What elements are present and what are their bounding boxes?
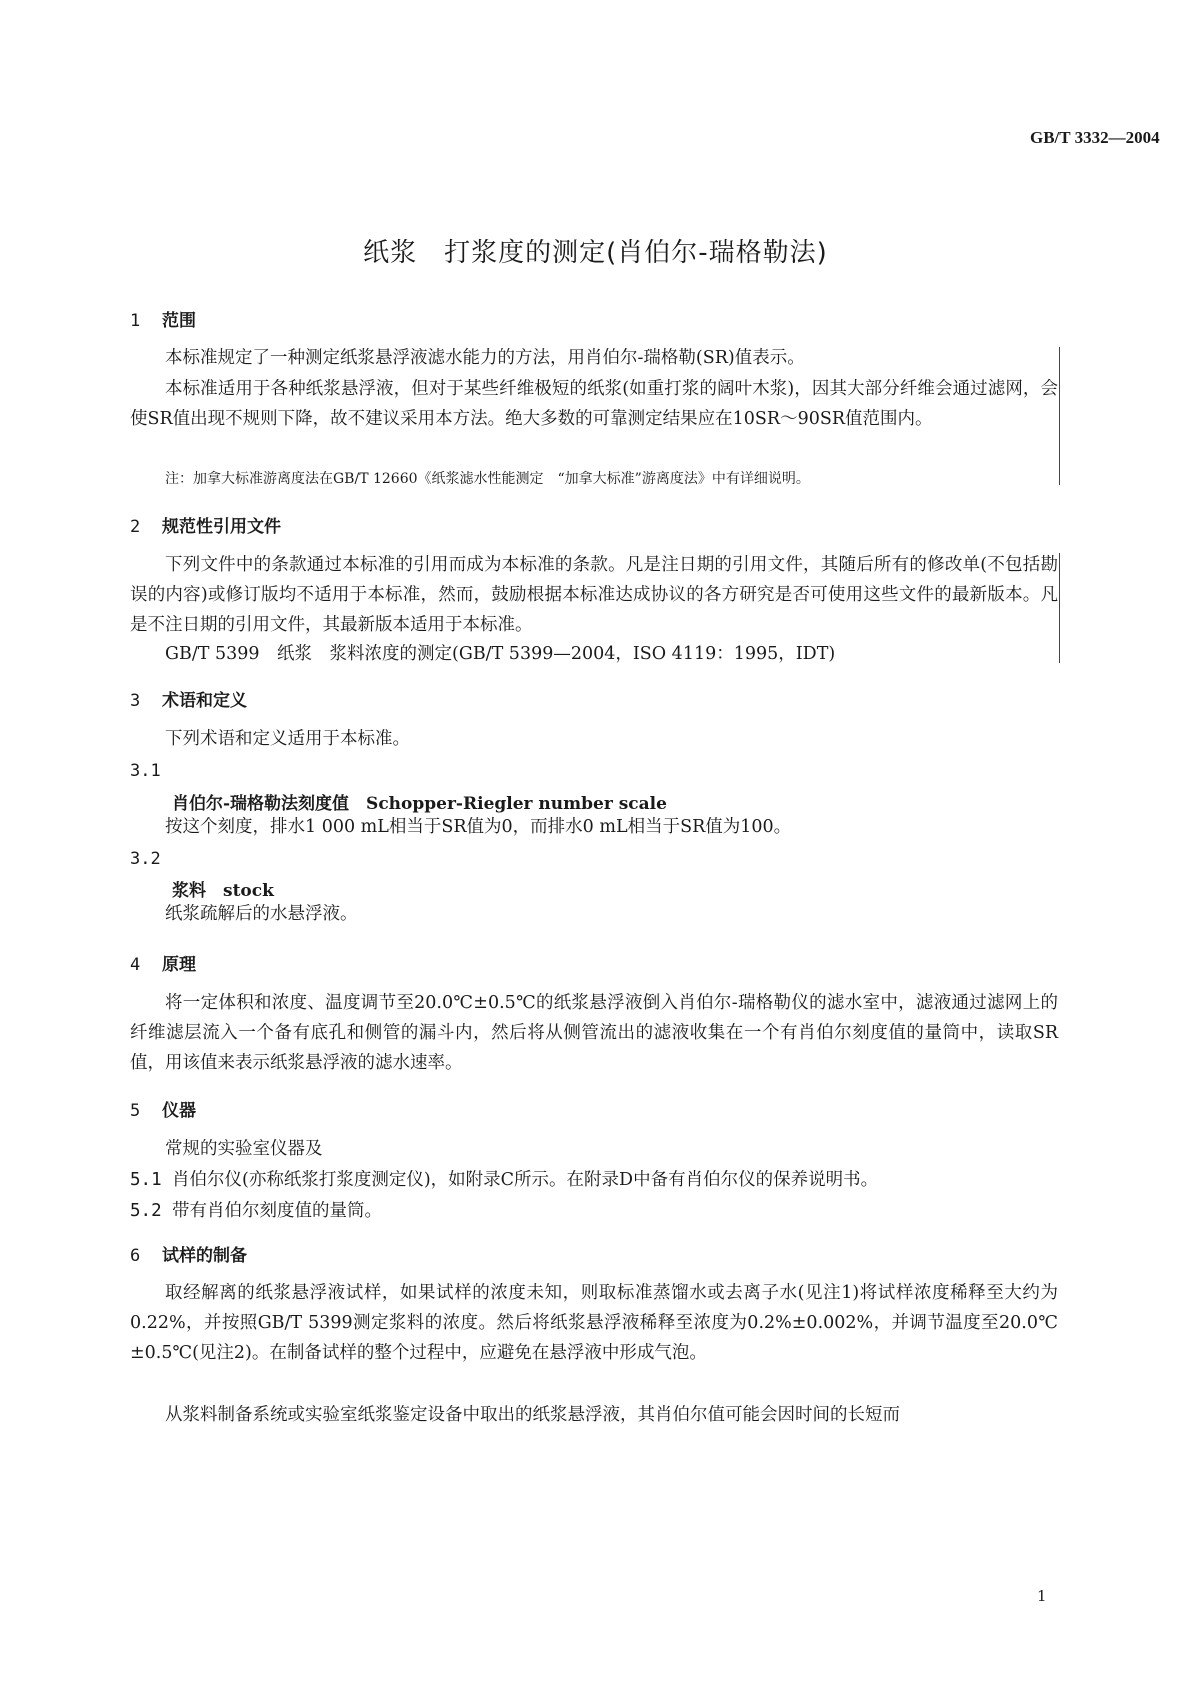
section-4-paragraph-1: 将一定体积和浓度、温度调节至20.0℃±0.5℃的纸浆悬浮液倒入肖伯尔-瑞格勒仪的滤水室中，滤液通过滤网上的纤维滤层流入一个备有底孔和侧管的漏斗内，然后将从侧管流出的滤液收集在一个有肖伯尔刻度值的量筒中，读取SR值，用该值来表示纸浆悬浮液的滤水速率。 <box>130 993 1058 1073</box>
section-title: 范围 <box>162 311 196 331</box>
section-number: 6 <box>130 1246 141 1266</box>
section-3-heading <box>130 686 247 711</box>
section-number: 2 <box>130 517 141 537</box>
section-number: 1 <box>130 311 141 331</box>
document-title: 纸浆 打浆度的测定(肖伯尔-瑞格勒法) <box>363 238 828 268</box>
section-2-heading <box>130 512 281 537</box>
section-1-heading <box>130 306 196 331</box>
section-1-paragraph-1: 本标准规定了一种测定纸浆悬浮液滤水能力的方法，用肖伯尔-瑞格勒(SR)值表示。 <box>165 348 805 368</box>
normative-reference: GB/T 5399 纸浆 浆料浓度的测定(GB/T 5399—2004，ISO 4119：1995，IDT) <box>165 644 836 664</box>
page-number: 1 <box>1037 1587 1047 1605</box>
item-number: 5.2 <box>130 1201 162 1221</box>
term-3-2-definition: 纸浆疏解后的水悬浮液。 <box>165 904 358 924</box>
term-3-1-title: 肖伯尔-瑞格勒法刻度值 Schopper-Riegler number scale <box>172 794 667 814</box>
section-6-paragraph-1: 取经解离的纸浆悬浮液试样，如果试样的浓度未知，则取标准蒸馏水或去离子水(见注1)将试样浓度稀释至大约为0.22%，并按照GB/T 5399测定浆料的浓度。然后将纸浆悬浮液稀释至浓度为0.2%±0.002%，并调节温度至20.0℃±0.5℃(见注2)。在制备试样的整个过程中，应避免在悬浮液中形成气泡。 <box>130 1283 1058 1363</box>
item-text: 肖伯尔仪(亦称纸浆打浆度测定仪)，如附录C所示。在附录D中备有肖伯尔仪的保养说明书。 <box>172 1170 879 1190</box>
section-3-intro: 下列术语和定义适用于本标准。 <box>165 729 410 749</box>
section-6-heading <box>130 1241 247 1266</box>
term-3-1-definition: 按这个刻度，排水1 000 mL相当于SR值为0，而排水0 mL相当于SR值为100。 <box>165 817 792 837</box>
change-bar <box>1059 553 1060 663</box>
term-3-2-number: 3.2 <box>130 849 161 869</box>
section-4-heading <box>130 950 196 975</box>
section-title: 原理 <box>162 955 196 975</box>
item-5-1 <box>130 1166 878 1191</box>
item-text: 带有肖伯尔刻度值的量筒。 <box>172 1201 382 1221</box>
section-1-paragraph-2: 本标准适用于各种纸浆悬浮液，但对于某些纤维极短的纸浆(如重打浆的阔叶木浆)，因其大部分纤维会通过滤网，会使SR值出现不规则下降，故不建议采用本方法。绝大多数的可靠测定结果应在10SR～90SR值范围内。 <box>130 379 1058 429</box>
section-title: 规范性引用文件 <box>162 517 281 537</box>
standard-number: GB/T 3332—2004 <box>1030 128 1160 147</box>
section-number: 3 <box>130 691 141 711</box>
section-2-paragraph-1: 下列文件中的条款通过本标准的引用而成为本标准的条款。凡是注日期的引用文件，其随后所有的修改单(不包括勘误的内容)或修订版均不适用于本标准，然而，鼓励根据本标准达成协议的各方研究是否可使用这些文件的最新版本。凡是不注日期的引用文件，其最新版本适用于本标准。 <box>130 555 1058 635</box>
item-5-2 <box>130 1197 382 1222</box>
section-1-note: 注：加拿大标准游离度法在GB/T 12660《纸浆滤水性能测定 “加拿大标准”游离度法》中有详细说明。 <box>165 471 810 487</box>
section-title: 术语和定义 <box>162 691 247 711</box>
section-title: 仪器 <box>162 1101 196 1121</box>
section-5-heading <box>130 1096 196 1121</box>
section-6-paragraph-2: 从浆料制备系统或实验室纸浆鉴定设备中取出的纸浆悬浮液，其肖伯尔值可能会因时间的长短而 <box>165 1405 900 1425</box>
item-number: 5.1 <box>130 1170 162 1190</box>
section-number: 4 <box>130 955 141 975</box>
change-bar <box>1059 347 1060 485</box>
section-number: 5 <box>130 1101 141 1121</box>
section-title: 试样的制备 <box>162 1246 247 1266</box>
section-5-intro: 常规的实验室仪器及 <box>165 1139 323 1159</box>
term-3-2-title: 浆料 stock <box>172 881 274 901</box>
term-3-1-number: 3.1 <box>130 761 161 781</box>
